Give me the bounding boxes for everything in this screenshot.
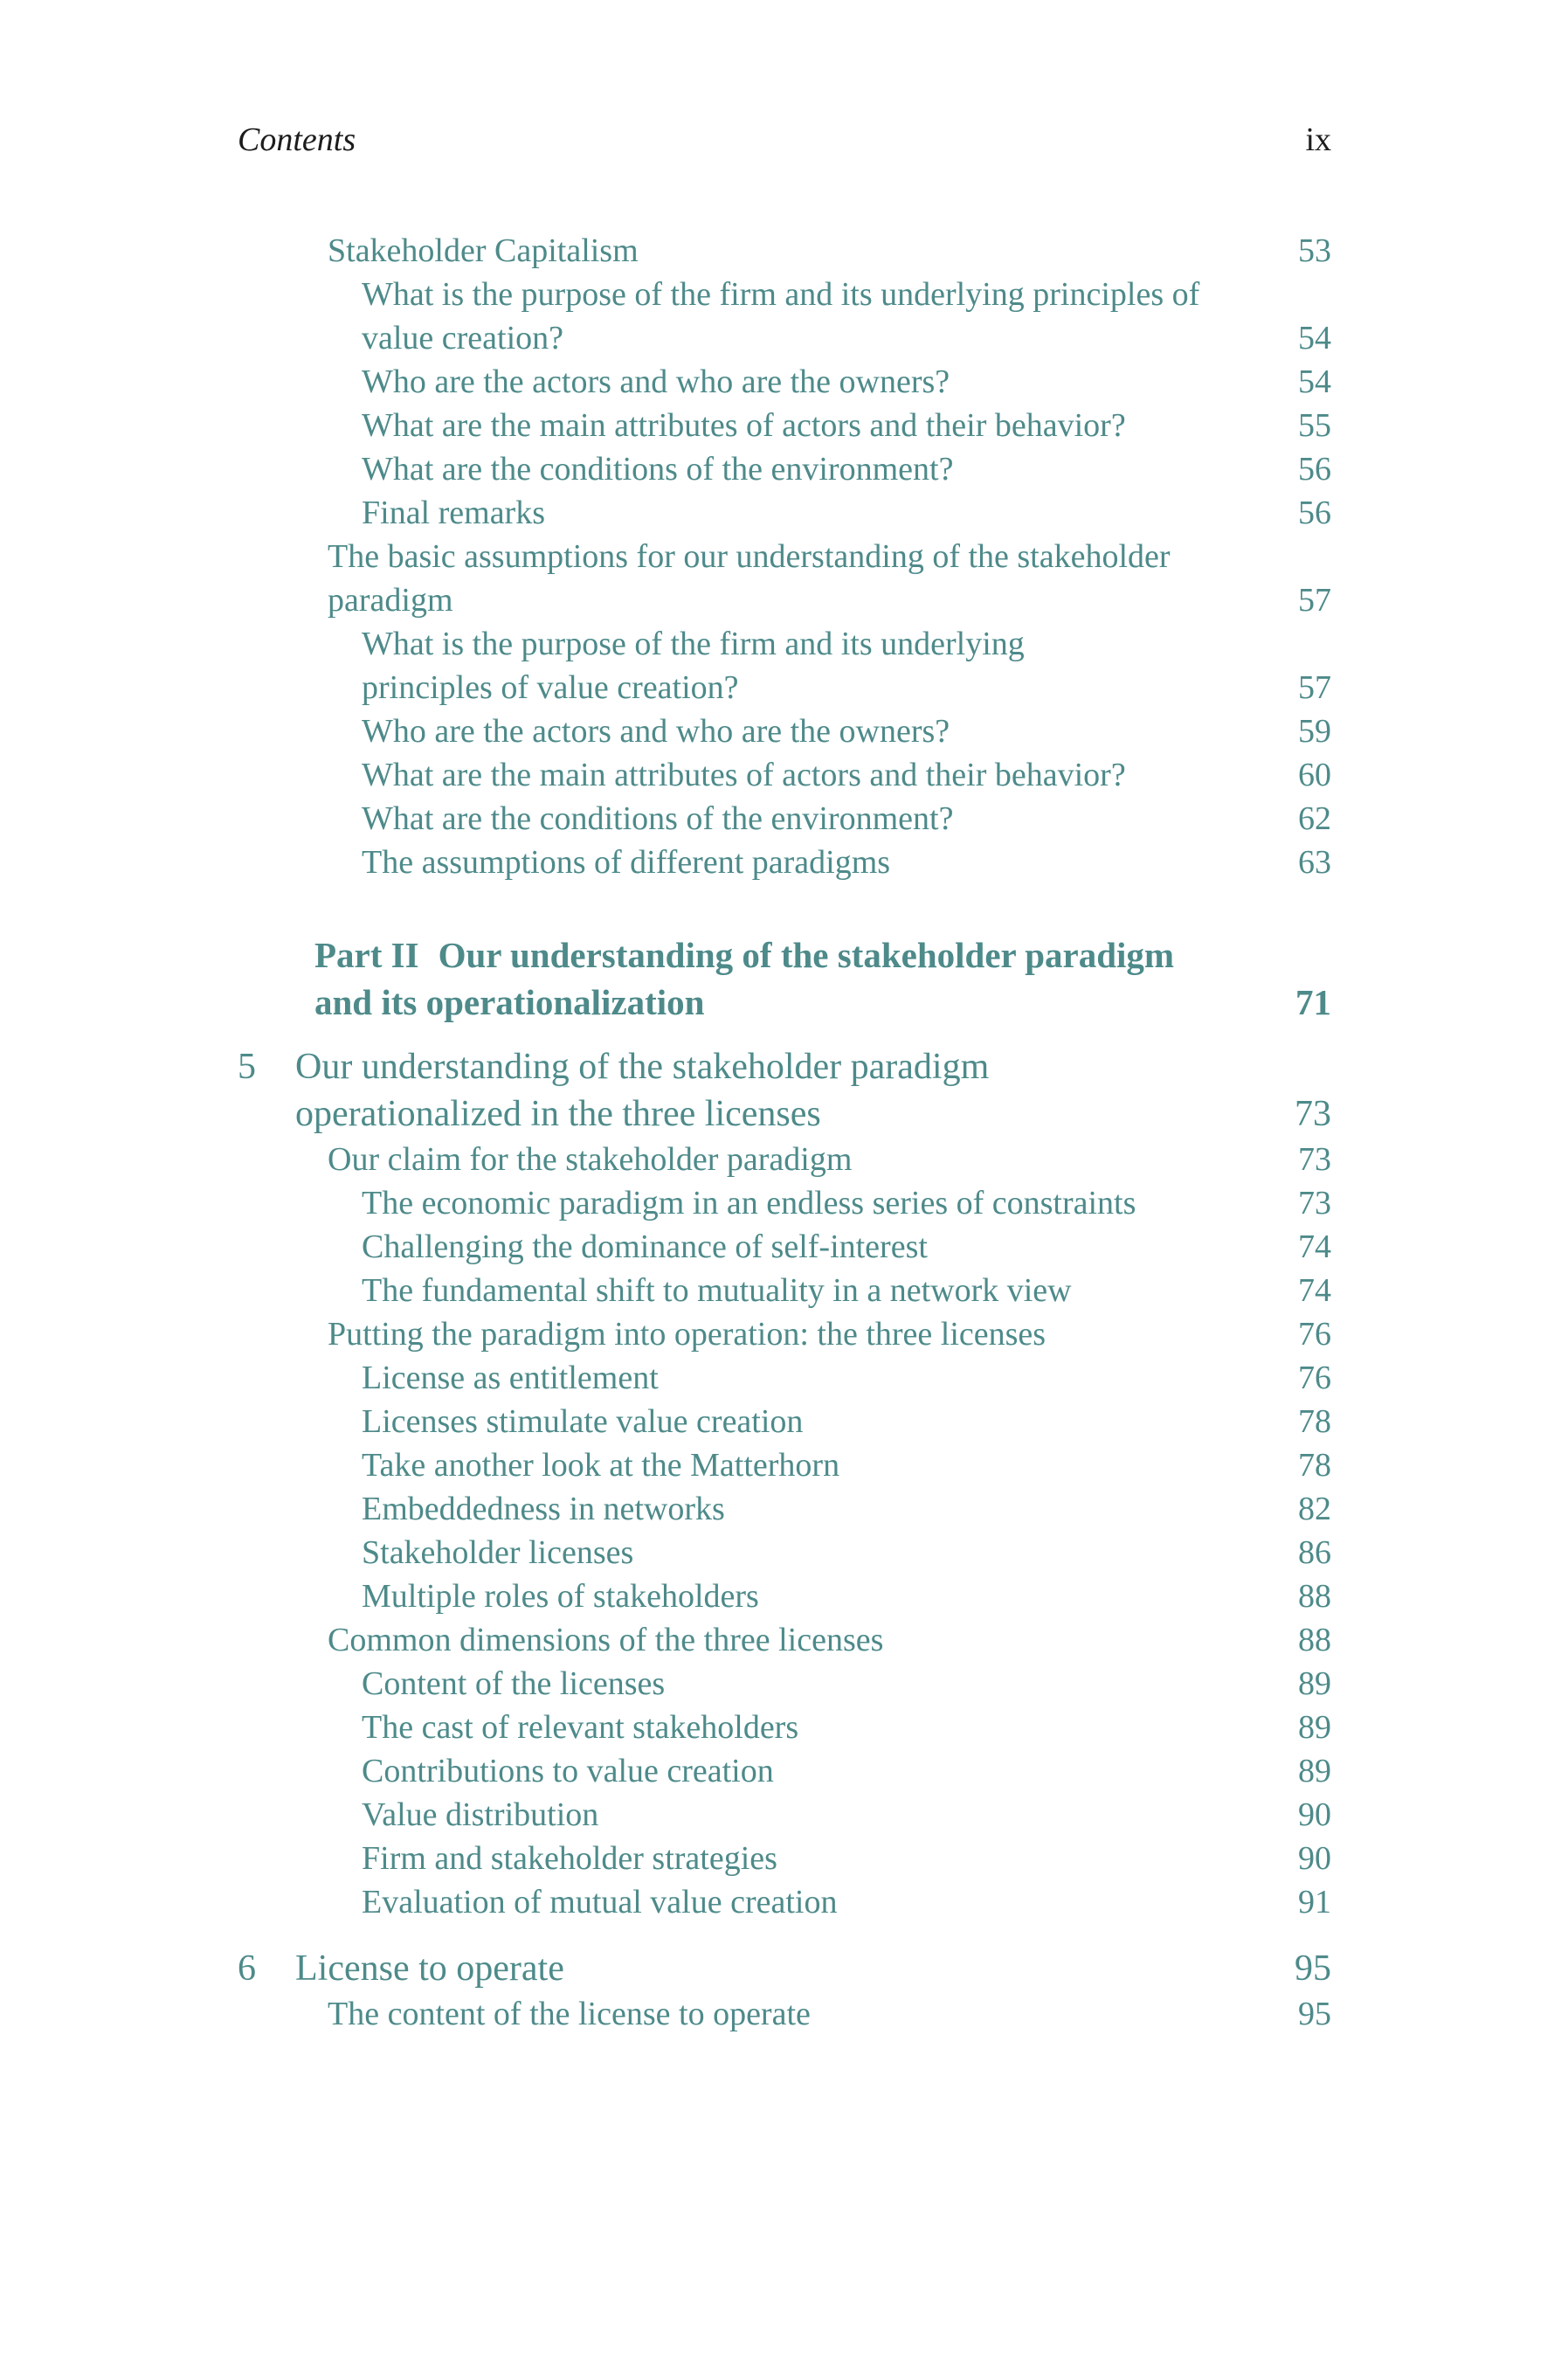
toc-subsection — [238, 622, 1331, 709]
toc-subsection — [238, 1749, 1331, 1793]
toc-entry-page: 54 — [1298, 363, 1331, 400]
toc-entry-title: The content of the license to operate — [328, 1996, 811, 2032]
toc-entry-title: Common dimensions of the three licenses — [328, 1622, 884, 1658]
toc-entry-title: Who are the actors and who are the owners? — [362, 713, 950, 750]
toc-entry-page: 57 — [1298, 669, 1331, 706]
toc-entry-title: What is the purpose of the firm and its underlying principles of value creation? — [362, 276, 1200, 356]
toc-subsection — [238, 1356, 1331, 1400]
toc-section — [238, 1138, 1331, 1181]
toc-entry-page: 95 — [1295, 1948, 1331, 1989]
toc-subsection — [238, 709, 1331, 753]
toc-entry-title: The assumptions of different paradigms — [362, 844, 891, 881]
toc-entry-title: License as entitlement — [362, 1360, 659, 1396]
toc-section — [238, 229, 1331, 273]
toc-entry-page: 89 — [1298, 1665, 1331, 1702]
toc-entry-page: 88 — [1298, 1578, 1331, 1615]
toc-entry-page: 55 — [1298, 407, 1331, 444]
toc-entry-page: 62 — [1298, 800, 1331, 837]
toc-entry-page: 78 — [1298, 1447, 1331, 1484]
toc-entry-title: The fundamental shift to mutuality in a network view — [362, 1272, 1072, 1309]
toc-entry-page: 74 — [1298, 1272, 1331, 1309]
running-head — [238, 121, 1331, 159]
toc-entry-title: Multiple roles of stakeholders — [362, 1578, 759, 1615]
page-number: ix — [1305, 121, 1331, 158]
toc-entry-page: 91 — [1298, 1884, 1331, 1920]
toc-section — [238, 1618, 1331, 1662]
toc-entry-page: 74 — [1298, 1228, 1331, 1265]
toc-entry-page: 73 — [1298, 1141, 1331, 1178]
toc-entry-title: What are the conditions of the environment? — [362, 451, 954, 488]
toc-entry-title: What are the main attributes of actors and their behavior? — [362, 407, 1126, 444]
toc-entry-page: 76 — [1298, 1316, 1331, 1353]
chapter-number: 5 — [238, 1047, 256, 1087]
toc-subsection — [238, 753, 1331, 797]
toc-subsection — [238, 273, 1331, 360]
toc-subsection — [238, 360, 1331, 404]
toc-subsection — [238, 1181, 1331, 1225]
toc-entry-page: 57 — [1298, 582, 1331, 619]
toc-entry-title: Our understanding of the stakeholder paradigm operationalized in the three licenses — [295, 1047, 990, 1134]
toc-entry-page: 56 — [1298, 451, 1331, 488]
toc-entry-title: Take another look at the Matterhorn — [362, 1447, 840, 1484]
toc-entry-page: 56 — [1298, 495, 1331, 531]
toc-entry-page: 73 — [1298, 1185, 1331, 1221]
toc-entry-title: The economic paradigm in an endless series of constraints — [362, 1185, 1136, 1221]
toc-subsection — [238, 1531, 1331, 1574]
toc-entry-title: License to operate — [295, 1948, 564, 1989]
toc-entry-page: 82 — [1298, 1491, 1331, 1527]
toc-subsection — [238, 1225, 1331, 1269]
toc-entry-page: 88 — [1298, 1622, 1331, 1658]
toc-subsection — [238, 1662, 1331, 1706]
toc-subsection — [238, 797, 1331, 841]
toc-entry-page: 89 — [1298, 1709, 1331, 1746]
toc-entry-title: What are the main attributes of actors and their behavior? — [362, 757, 1126, 793]
toc-entry-title: Evaluation of mutual value creation — [362, 1884, 838, 1920]
toc-subsection — [238, 1443, 1331, 1487]
toc-subsection — [238, 841, 1331, 884]
toc-entry-title: Challenging the dominance of self-interest — [362, 1228, 928, 1265]
toc-chapter — [238, 1945, 1331, 1992]
toc-subsection — [238, 1706, 1331, 1749]
toc-subsection — [238, 1574, 1331, 1618]
table-of-contents — [238, 229, 1331, 2036]
toc-entry-page: 86 — [1298, 1534, 1331, 1571]
toc-entry-page: 71 — [1295, 982, 1331, 1022]
toc-part-label: Part II — [314, 935, 419, 975]
toc-section — [238, 1992, 1331, 2036]
toc-subsection — [238, 1400, 1331, 1443]
toc-entry-page: 54 — [1298, 320, 1331, 356]
toc-entry-page: 76 — [1298, 1360, 1331, 1396]
running-head-title: Contents — [238, 121, 356, 158]
toc-entry-page: 89 — [1298, 1753, 1331, 1789]
toc-subsection — [238, 1793, 1331, 1837]
toc-entry-page: 63 — [1298, 844, 1331, 881]
toc-entry-title: Our understanding of the stakeholder paradigm and its operationalization — [314, 935, 1175, 1022]
toc-entry-title: Value distribution — [362, 1796, 599, 1833]
toc-entry-title: Final remarks — [362, 495, 546, 531]
toc-entry-title: Contributions to value creation — [362, 1753, 774, 1789]
toc-entry-page: 90 — [1298, 1840, 1331, 1877]
toc-subsection — [238, 1269, 1331, 1312]
toc-subsection — [238, 1837, 1331, 1880]
toc-entry-page: 78 — [1298, 1403, 1331, 1440]
toc-entry-title: Stakeholder Capitalism — [328, 232, 639, 269]
toc-subsection — [238, 447, 1331, 491]
toc-entry-title: The basic assumptions for our understanding of the stakeholder paradigm — [328, 538, 1171, 619]
toc-subsection — [238, 1487, 1331, 1531]
toc-entry-title: Embeddedness in networks — [362, 1491, 725, 1527]
toc-entry-title: Who are the actors and who are the owners? — [362, 363, 950, 400]
toc-part-heading — [238, 931, 1331, 1026]
toc-entry-title: Our claim for the stakeholder paradigm — [328, 1141, 853, 1178]
toc-entry-page: 73 — [1295, 1094, 1331, 1134]
toc-entry-page: 90 — [1298, 1796, 1331, 1833]
chapter-number: 6 — [238, 1948, 256, 1989]
toc-entry-title: Putting the paradigm into operation: the three licenses — [328, 1316, 1046, 1353]
toc-entry-title: Firm and stakeholder strategies — [362, 1840, 777, 1877]
toc-entry-title: Content of the licenses — [362, 1665, 666, 1702]
toc-entry-title: Licenses stimulate value creation — [362, 1403, 804, 1440]
toc-entry-page: 60 — [1298, 757, 1331, 793]
toc-section — [238, 1312, 1331, 1356]
toc-entry-title: Stakeholder licenses — [362, 1534, 634, 1571]
toc-subsection — [238, 404, 1331, 447]
toc-entry-title: What is the purpose of the firm and its underlying principles of value creation? — [362, 626, 1025, 706]
toc-section — [238, 535, 1331, 622]
toc-entry-title: What are the conditions of the environment? — [362, 800, 954, 837]
toc-chapter — [238, 1043, 1331, 1138]
toc-entry-page: 95 — [1298, 1996, 1331, 2032]
toc-entry-title: The cast of relevant stakeholders — [362, 1709, 799, 1746]
toc-entry-page: 59 — [1298, 713, 1331, 750]
toc-subsection — [238, 491, 1331, 535]
toc-entry-page: 53 — [1298, 232, 1331, 269]
toc-subsection — [238, 1880, 1331, 1924]
